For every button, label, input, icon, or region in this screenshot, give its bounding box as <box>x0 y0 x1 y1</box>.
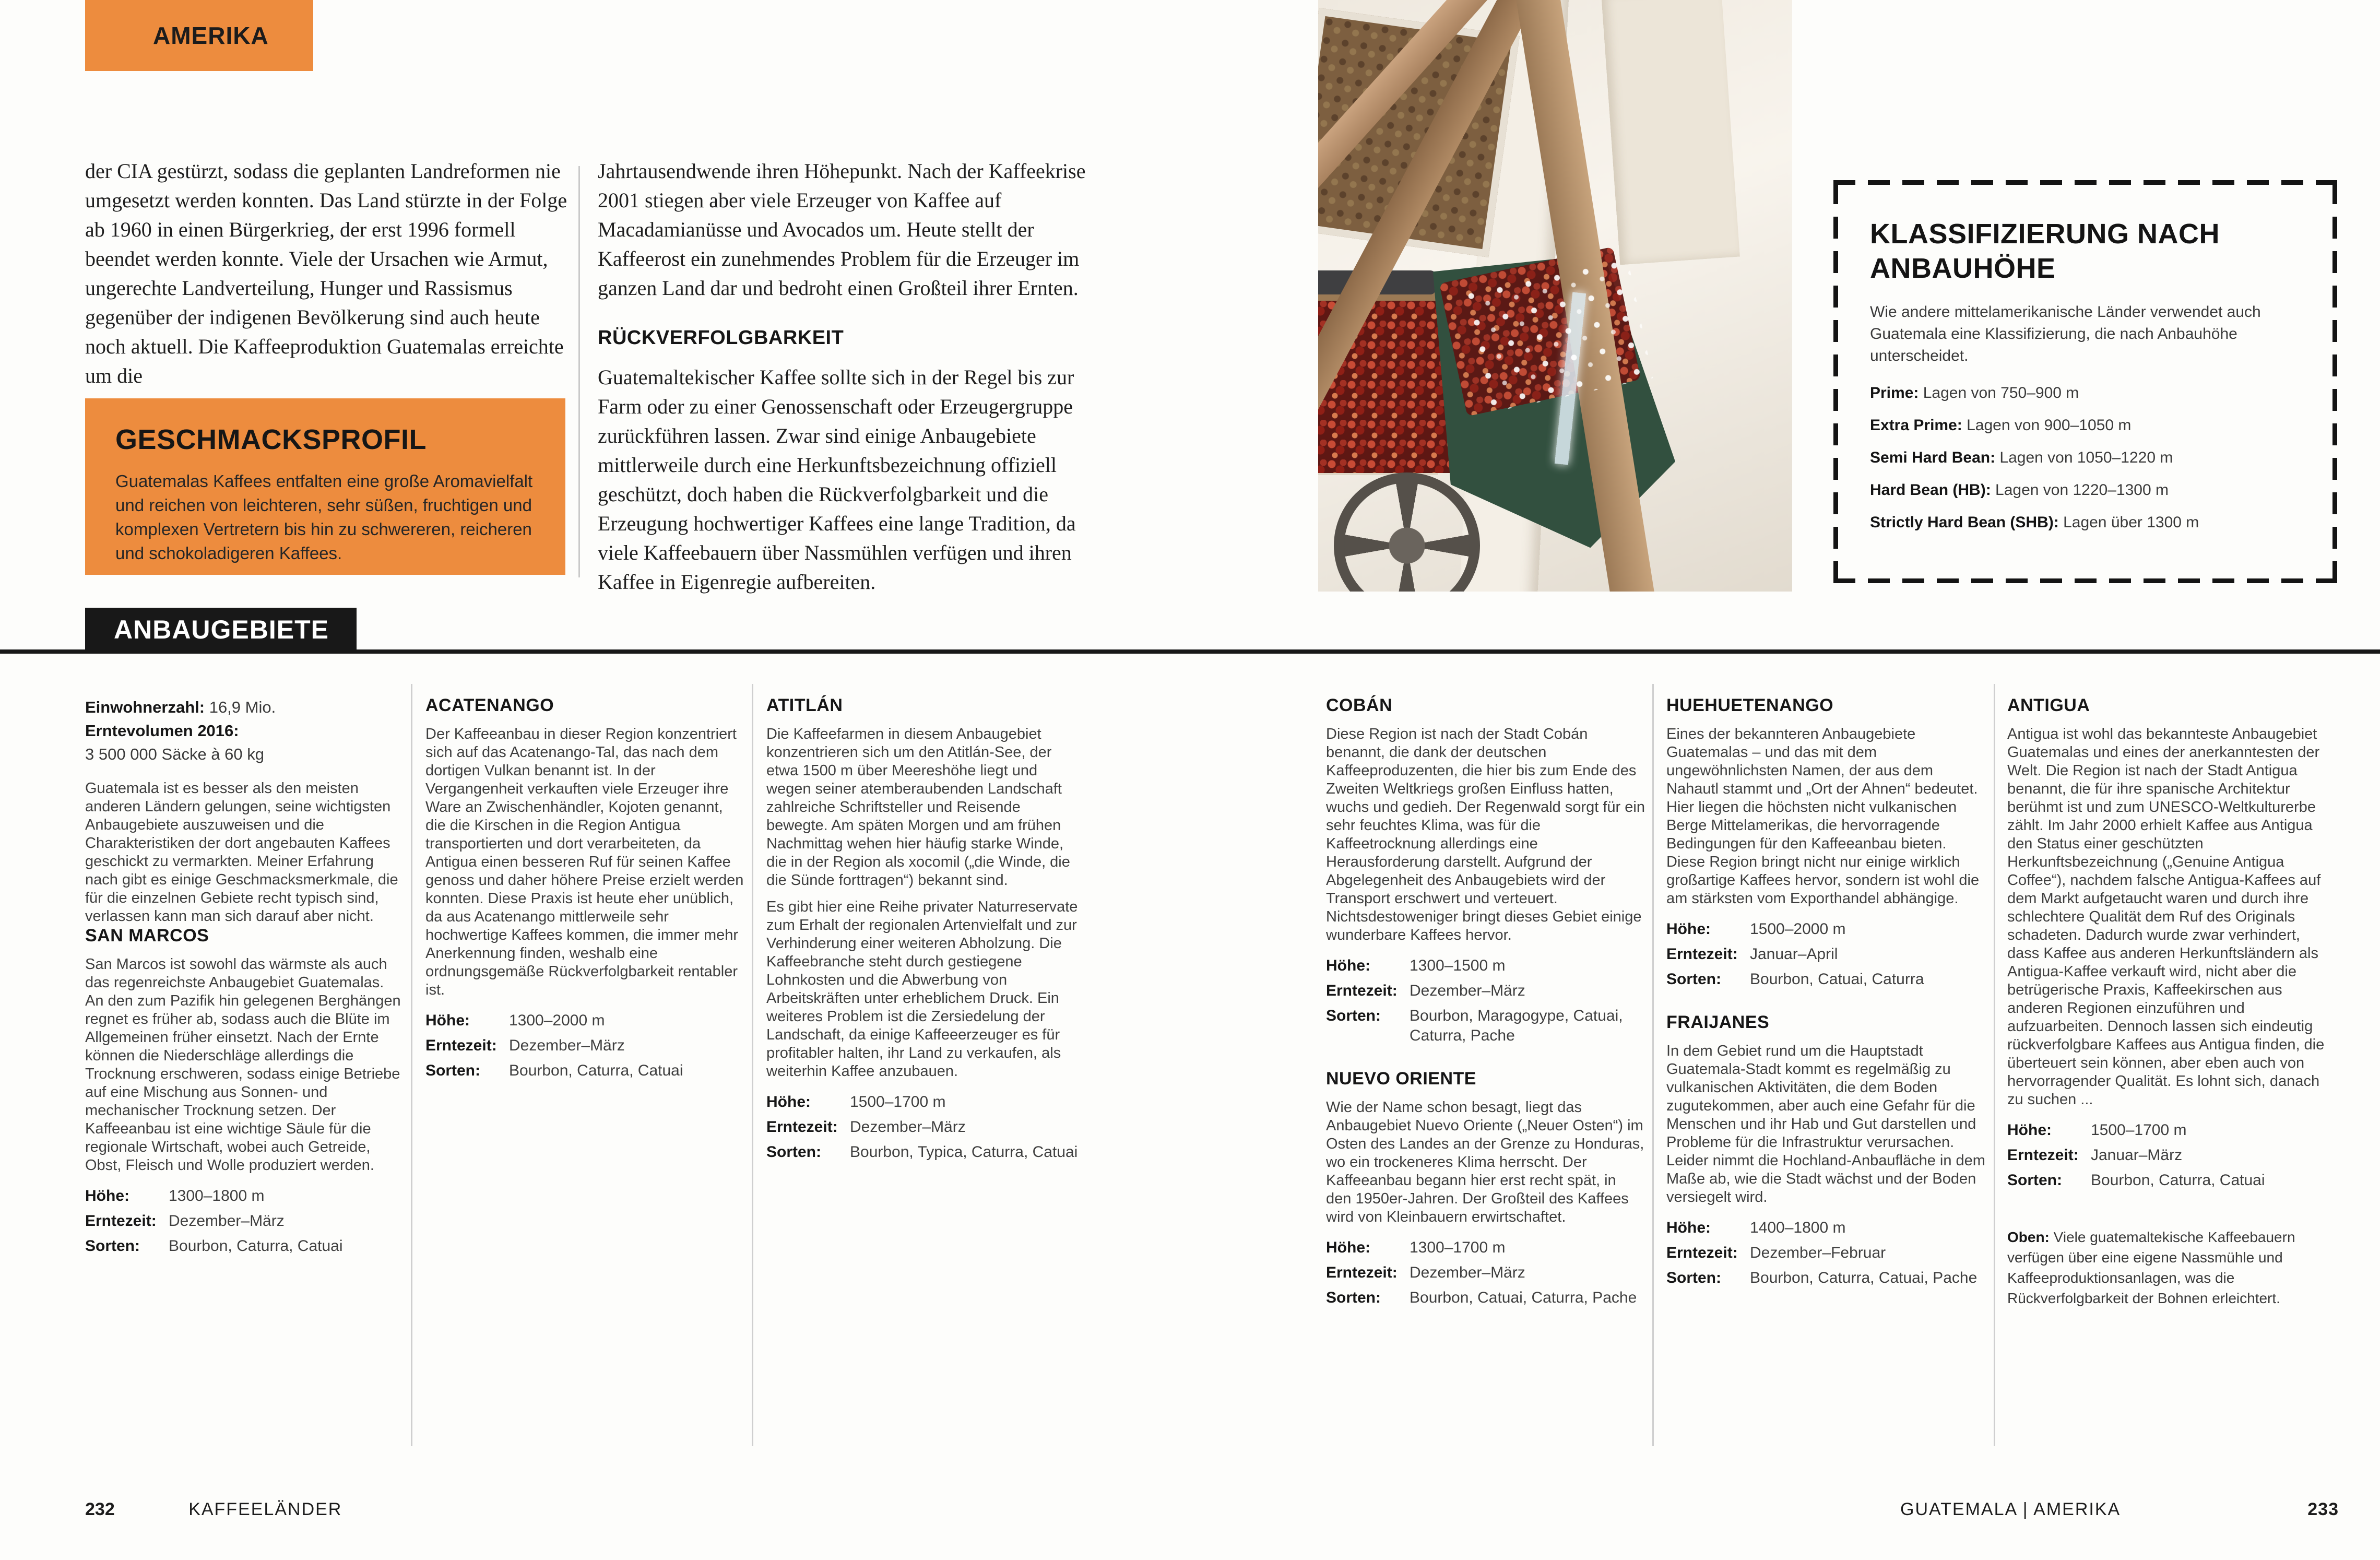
page-number-right: 233 <box>2307 1499 2339 1519</box>
population-value: 16,9 Mio. <box>209 698 276 716</box>
flavor-profile-title: GESCHMACKSPROFIL <box>115 424 427 455</box>
altitude-label: Höhe: <box>766 1093 811 1110</box>
classification-items <box>1870 383 2301 533</box>
region-data <box>1326 956 1645 1046</box>
harvest-season-label: Erntezeit: <box>1666 946 1738 963</box>
varieties-value: Bourbon, Caturra, Catuai <box>509 1062 683 1079</box>
varieties-label: Sorten: <box>1666 1269 1721 1286</box>
varieties-label: Sorten: <box>1326 1289 1381 1306</box>
region-data <box>425 1011 745 1081</box>
region-title: NUEVO ORIENTE <box>1326 1069 1476 1089</box>
region-title: SAN MARCOS <box>85 926 209 946</box>
intro-column-2-paragraph: Jahrtausendwende ihren Höhepunkt. Nach der Kaffeekrise 2001 stiegen aber viele Erzeuger von Kaffee auf Macadamianüsse und Avocados um. Heute stellt der Kaffeerost ein zunehmendes Problem für die Erzeuger im ganzen Land dar und bedroht einen Großteil ihrer Ernten. <box>598 159 1086 300</box>
region-data <box>85 1186 405 1256</box>
column-separator <box>1994 684 1995 1446</box>
flavor-profile-box <box>85 398 565 575</box>
classification-title: KLASSIFIZIERUNG NACH ANBAUHÖHE <box>1870 218 2220 284</box>
classification-item: Semi Hard Bean: Lagen von 1050–1220 m <box>1870 449 2173 466</box>
region-paragraphs <box>2007 725 2327 1109</box>
altitude-value: 1300–1800 m <box>169 1187 265 1204</box>
altitude-label: Höhe: <box>1666 920 1711 938</box>
altitude-label: Höhe: <box>1666 1219 1711 1236</box>
footer-left-section: KAFFEELÄNDER <box>188 1499 342 1519</box>
region-data <box>1666 1218 1986 1288</box>
region-paragraph: Eines der bekannteren Anbaugebiete Guatemalas – und das mit dem ungewöhnlichsten Namen, der aus dem Nahautl stammt und „Ort der Ahnen“ bedeutet. Hier liegen die höchsten nicht vulkanischen Berge Mittelamerikas, die hervorragende Bedingungen für den Kaffeeanbau bieten. Diese Region bringt nicht nur einige wirklich großartige Kaffees hervor, sondern ist wohl die am stärksten vom Exporthandel abhängige. <box>1666 726 1980 907</box>
harvest-season-value: Januar–April <box>1750 946 1838 963</box>
altitude-value: 1300–1500 m <box>1410 957 1506 974</box>
footer-left <box>85 1499 342 1520</box>
region-column-6 <box>2007 695 2327 1323</box>
harvest-season-value: Dezember–März <box>169 1212 285 1230</box>
region-column-4 <box>1326 695 1645 1308</box>
population-row <box>85 695 405 719</box>
footer-right <box>1900 1499 2339 1520</box>
varieties-value: Bourbon, Caturra, Catuai <box>2091 1172 2265 1189</box>
photo-caption <box>2007 1227 2327 1308</box>
classification-item: Prime: Lagen von 750–900 m <box>1870 384 2079 401</box>
chapter-tab-label: AMERIKA <box>153 22 269 49</box>
harvest-season-label: Erntezeit: <box>1326 1264 1398 1281</box>
growing-regions-bar <box>85 608 357 652</box>
region-paragraph: Der Kaffeeanbau in dieser Region konzentriert sich auf das Acatenango-Tal, das nach dem dortigen Vulkan benannt ist. In der Vergangenheit verkauften viele Erzeuger ihre Ware an Zwischenhändler, Kojoten genannt, die die Kirschen in die Region Antigua transportierten und dort verarbeiteten, da Antigua einen besseren Ruf für seinen Kaffee genoss und daher höhere Preise erzielt werden konnten. Diese Praxis ist heute eher unüblich, da aus Acatenango mittlerweile sehr hochwertige Kaffees kommen, die immer mehr Anerkennung finden, weshalb eine ordnungsgemäße Rückverfolgbarkeit rentabler ist. <box>425 726 744 998</box>
regions-overview-text: Guatemala ist es besser als den meisten anderen Ländern gelungen, seine wichtigsten Anbaugebiete auszuweisen und die Charakteristiken der dort angebauten Kaffees geschickt zu vermarkten. Meiner Erfahrung nach gibt es einige Geschmacksmerkmale, die für die einzelnen Gebiete recht typisch sind, verlassen kann man sich darauf aber nicht. <box>85 780 398 925</box>
column-separator <box>411 684 412 1446</box>
harvest-season-label: Erntezeit: <box>1666 1244 1738 1261</box>
altitude-label: Höhe: <box>85 1187 129 1204</box>
harvest-value-row: 3 500 000 Säcke à 60 kg <box>85 745 264 763</box>
varieties-value: Bourbon, Catuai, Caturra <box>1750 971 1924 988</box>
altitude-value: 1500–1700 m <box>2091 1121 2187 1139</box>
altitude-value: 1400–1800 m <box>1750 1219 1846 1236</box>
varieties-value: Bourbon, Caturra, Catuai <box>169 1237 343 1255</box>
classification-box <box>1833 180 2337 583</box>
altitude-value: 1500–1700 m <box>850 1093 946 1110</box>
country-stats <box>85 695 405 766</box>
region-paragraphs <box>766 725 1086 1081</box>
varieties-label: Sorten: <box>2007 1172 2062 1189</box>
altitude-label: Höhe: <box>1326 1239 1370 1256</box>
region-data <box>1666 919 1986 989</box>
harvest-season-label: Erntezeit: <box>425 1037 497 1054</box>
region-paragraphs <box>1666 1042 1986 1207</box>
varieties-value: Bourbon, Maragogype, Catuai, Caturra, Pache <box>1410 1007 1623 1044</box>
region-section <box>1326 695 1645 1046</box>
region-column-2 <box>425 695 745 1081</box>
altitude-value: 1300–1700 m <box>1410 1239 1506 1256</box>
region-paragraphs <box>1326 725 1645 944</box>
population-label: Einwohnerzahl: <box>85 698 205 716</box>
region-paragraphs <box>425 725 745 999</box>
region-paragraph: Antigua ist wohl das bekannteste Anbaugebiet Guatemalas und eines der anerkanntesten der Welt. Die Region ist nach der Stadt Antigua benannt, die für ihre spanische Architektur berühmt ist und zum UNESCO-Weltkulturerbe zählt. Im Jahr 2000 erhielt Kaffee aus Antigua den Status einer geschützten Herkunftsbezeichnung („Genuine Antigua Coffee“), nachdem falsche Antigua-Kaffees auf dem Markt aufgetaucht waren und durch ihre schlechtere Qualität dem Ruf des Originals schadeten. Dadurch wurde zwar verhindert, dass Kaffee aus anderen Herkunftsländern als Antigua-Kaffee verkauft wird, nicht aber die betrügerische Praxis, Kaffeekirschen aus anderen Regionen einzuführen und aufzuarbeiten. Dennoch lassen sich eindeutig rückverfolgbare Kaffees aus Antigua finden, die überteuert sein können, aber eben auch von hervorragender Qualität. Es lohnt sich, danach zu suchen ... <box>2007 726 2325 1108</box>
varieties-label: Sorten: <box>766 1143 821 1161</box>
harvest-season-value: Dezember–März <box>509 1037 625 1054</box>
classification-item: Strictly Hard Bean (SHB): Lagen über 1300 m <box>1870 514 2199 531</box>
region-paragraph: Wie der Name schon besagt, liegt das Anbaugebiet Nuevo Oriente („Neuer Osten“) im Osten des Landes an der Grenze zu Honduras, wo ein trockeneres Klima herrscht. Der Kaffeeanbau begann hier erst recht spät, in den 1950er-Jahren. Der Großteil des Kaffees wird von Kleinbauern erwirtschaftet. <box>1326 1099 1644 1225</box>
regions-overview <box>85 779 405 926</box>
varieties-value: Bourbon, Typica, Caturra, Catuai <box>850 1143 1078 1161</box>
region-data <box>766 1092 1086 1162</box>
coffee-washing-photo <box>1318 0 1792 592</box>
harvest-season-value: Dezember–Februar <box>1750 1244 1886 1261</box>
region-title: HUEHUETENANGO <box>1666 695 1834 715</box>
region-paragraph: San Marcos ist sowohl das wärmste als auch das regenreichste Anbaugebiet Guatemalas. An den zum Pazifik hin gelegenen Berghängen regnet es früher ab, sodass auch die Blüte im Allgemeinen früher einsetzt. Nach der Ernte können die Niederschläge allerdings die Trocknung erschweren, sodass einige Betriebe auf eine Mischung aus Sonnen- und mechanischer Trocknung setzen. Der Kaffeeanbau ist eine wichtige Säule für die regionale Wirtschaft, wobei auch Getreide, Obst, Fleisch und Wolle produziert werden. <box>85 956 401 1174</box>
intro-column-divider <box>578 166 580 577</box>
page-number-left: 232 <box>85 1499 115 1519</box>
region-title: ACATENANGO <box>425 695 554 715</box>
region-column-1 <box>85 695 405 1256</box>
region-section <box>2007 695 2327 1190</box>
harvest-label-row <box>85 719 405 742</box>
harvest-season-label: Erntezeit: <box>85 1212 157 1230</box>
region-section <box>1326 1069 1645 1308</box>
column-separator <box>752 684 753 1446</box>
section-divider-rule <box>0 649 2380 654</box>
region-data <box>1326 1238 1645 1308</box>
classification-item: Extra Prime: Lagen von 900–1050 m <box>1870 417 2132 434</box>
growing-regions-bar-label: ANBAUGEBIETE <box>114 615 329 644</box>
photo-pulley-wheel <box>1334 472 1480 592</box>
region-section <box>1666 695 1986 989</box>
photo-wood-plank <box>1601 0 1740 265</box>
region-title: FRAIJANES <box>1666 1012 1770 1032</box>
varieties-value: Bourbon, Catuai, Caturra, Pache <box>1410 1289 1637 1306</box>
intro-column-2 <box>598 157 1086 597</box>
region-paragraphs <box>1326 1098 1645 1226</box>
region-paragraph: Es gibt hier eine Reihe privater Naturreservate zum Erhalt der regionalen Artenvielfalt und zur Verhinderung einer weiteren Abholzung. Die Kaffeebranche steht durch gestiegene Lohnkosten und die Abwerbung von Arbeitskräften unter erheblichem Druck. Ein weiteres Problem ist die Zersiedelung der Landschaft, da einige Kaffeeerzeuger es für profitabler halten, ihr Land zu verkaufen, als weiterhin Kaffee anzubauen. <box>766 899 1078 1080</box>
region-column-3 <box>766 695 1086 1162</box>
altitude-label: Höhe: <box>1326 957 1370 974</box>
photo-caption-text: Viele guatemaltekische Kaffeebauern verfügen über eine eigene Nassmühle und Kaffeeproduktionsanlagen, was die Rückverfolgbarkeit der Bohnen erleichtert. <box>2007 1229 2295 1306</box>
classification-intro: Wie andere mittelamerikanische Länder verwendet auch Guatemala eine Klassifizierung, die nach Anbauhöhe unterscheidet. <box>1870 303 2261 364</box>
region-section <box>425 695 745 1081</box>
varieties-label: Sorten: <box>85 1237 140 1255</box>
region-paragraph: In dem Gebiet rund um die Hauptstadt Guatemala-Stadt kommt es regelmäßig zu vulkanischen Aktivitäten, die dem Boden zugutekommen, aber auch eine Gefahr für die Menschen und ihr Hab und Gut darstellen und Probleme für die Infrastruktur verursachen. Leider nimmt die Hochland-Anbaufläche in dem Maße ab, wie die Stadt wächst und der Boden versiegelt wird. <box>1666 1043 1985 1206</box>
harvest-season-value: Dezember–März <box>850 1118 966 1136</box>
harvest-label: Erntevolumen 2016: <box>85 722 239 740</box>
flavor-profile-body: Guatemalas Kaffees entfalten eine große Aromavielfalt und reichen von leichteren, sehr süßen, fruchtigen und komplexen Vertretern bis hin zu schwereren, reicheren und schokoladigeren Kaffees. <box>115 471 533 563</box>
harvest-season-label: Erntezeit: <box>2007 1147 2079 1164</box>
region-title: ATITLÁN <box>766 695 843 715</box>
harvest-season-value: Dezember–März <box>1410 982 1525 999</box>
harvest-season-label: Erntezeit: <box>1326 982 1398 999</box>
region-paragraph: Diese Region ist nach der Stadt Cobán benannt, die dank der deutschen Kaffeeproduzenten, die hier bis zum Ende des Zweiten Weltkriegs großen Einfluss hatten, wuchs und gedieh. Der Regenwald sorgt für ein sehr feuchtes Klima, was für die Kaffeetrocknung allerdings eine Herausforderung darstellt. Aufgrund der Abgelegenheit des Anbaugebiets wird der Transport erschwert und verteuert. Nichtsdestoweniger bringt dieses Gebiet einige wunderbare Kaffees hervor. <box>1326 726 1645 943</box>
column-separator <box>1652 684 1654 1446</box>
traceability-paragraph: Guatemaltekischer Kaffee sollte sich in der Regel bis zur Farm oder zu einer Genossenschaft oder Erzeugergruppe zurückführen lassen. Zwar sind einige Anbaugebiete mittlerweile durch eine Herkunftsbezeichnung offiziell geschützt, doch haben die Rückverfolgbarkeit und die Erzeugung hochwertiger Kaffees eine lange Tradition, da viele Kaffeebauern über Nassmühlen verfügen und ihren Kaffee in Eigenregie aufbereiten. <box>598 365 1076 594</box>
varieties-label: Sorten: <box>1326 1007 1381 1024</box>
harvest-season-value: Dezember–März <box>1410 1264 1525 1281</box>
region-paragraphs <box>85 955 405 1175</box>
region-paragraph: Die Kaffeefarmen in diesem Anbaugebiet konzentrieren sich um den Atitlán-See, der etwa 1500 m über Meereshöhe liegt und wegen seiner atemberaubenden Landschaft zahlreiche Schriftsteller und Reisende bewegte. Am späten Morgen und am frühen Nachmittag wehen hier häufig starke Winde, die in der Region als xocomil („die Winde, die die Sünde forttragen“) bekannt sind. <box>766 726 1070 889</box>
altitude-value: 1300–2000 m <box>509 1012 605 1029</box>
region-slot <box>85 926 405 1256</box>
classification-item: Hard Bean (HB): Lagen von 1220–1300 m <box>1870 481 2169 499</box>
region-title: ANTIGUA <box>2007 695 2090 715</box>
chapter-tab <box>85 0 313 71</box>
altitude-value: 1500–2000 m <box>1750 920 1846 938</box>
altitude-label: Höhe: <box>425 1012 470 1029</box>
region-data <box>2007 1120 2327 1190</box>
photo-caption-label: Oben: <box>2007 1229 2050 1245</box>
region-title: COBÁN <box>1326 695 1393 715</box>
varieties-label: Sorten: <box>1666 971 1721 988</box>
varieties-label: Sorten: <box>425 1062 480 1079</box>
traceability-heading: RÜCKVERFOLGBARKEIT <box>598 327 844 349</box>
region-column-5 <box>1666 695 1986 1288</box>
region-section <box>85 926 405 1256</box>
harvest-season-value: Januar–März <box>2091 1147 2183 1164</box>
region-section <box>766 695 1086 1162</box>
varieties-value: Bourbon, Caturra, Catuai, Pache <box>1750 1269 1978 1286</box>
region-section <box>1666 1012 1986 1288</box>
altitude-label: Höhe: <box>2007 1121 2052 1139</box>
harvest-season-label: Erntezeit: <box>766 1118 838 1136</box>
intro-column-1: der CIA gestürzt, sodass die geplanten Landreformen nie umgesetzt werden konnten. Das Land stürzte in der Folge ab 1960 in einen Bürgerkrieg, der erst 1996 formell beendet werden konnte. Viele der Ursachen wie Armut, ungerechte Landverteilung, Hunger und Rassismus gegenüber der indigenen Bevölkerung sind auch heute noch aktuell. Die Kaffeeproduktion Guatemalas erreichte um die <box>85 159 567 387</box>
footer-right-section: GUATEMALA | AMERIKA <box>1900 1499 2121 1519</box>
region-paragraphs <box>1666 725 1986 908</box>
